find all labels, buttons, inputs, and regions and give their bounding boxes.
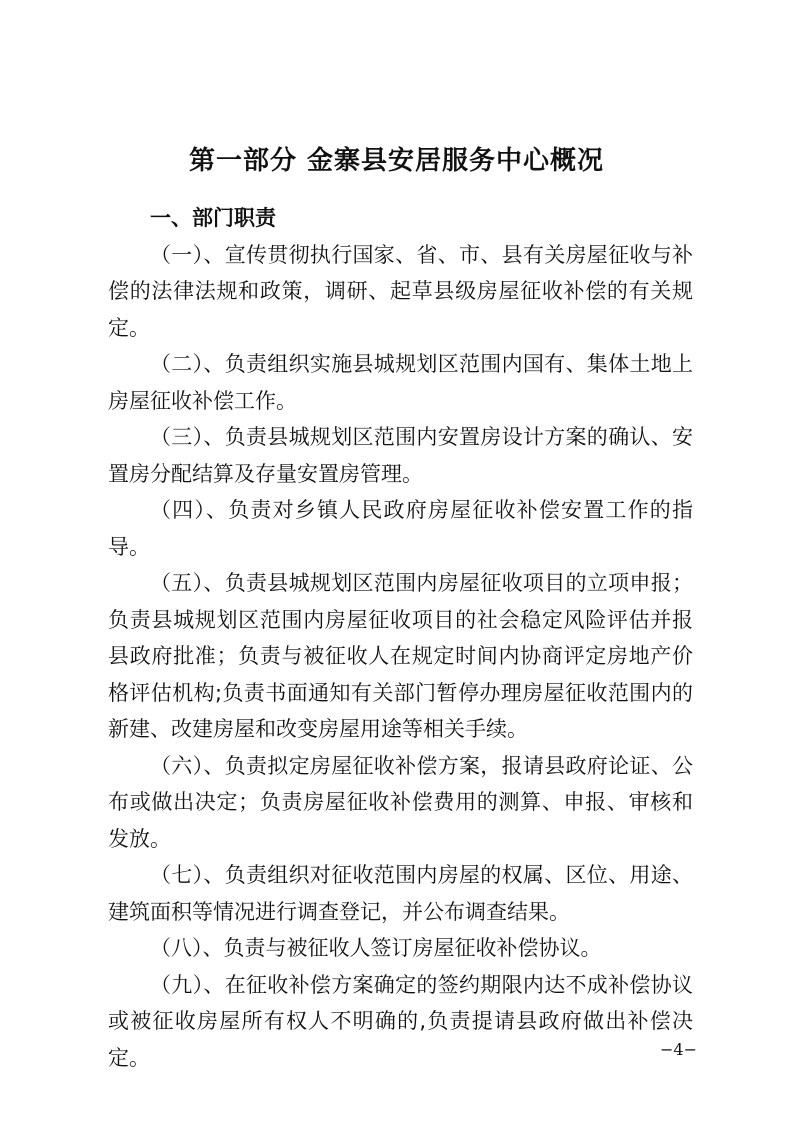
paragraph-6: （六）、负责拟定房屋征收补偿方案，报请县政府论证、公布或做出决定；负责房屋征收补偿费用的测算、申报、审核和发放。	[108, 753, 693, 851]
paragraph-9: （九）、在征收补偿方案确定的签约期限内达不成补偿协议或被征收房屋所有权人不明确的,负责提请县政府做出补偿决定。	[108, 972, 693, 1070]
paragraph-2: （二）、负责组织实施县城规划区范围内国有、集体土地上房屋征收补偿工作。	[108, 352, 693, 413]
paragraph-1: （一）、宣传贯彻执行国家、省、市、县有关房屋征收与补偿的法律法规和政策，调研、起草县级房屋征收补偿的有关规定。	[108, 242, 693, 340]
page-number: −4−	[660, 1040, 697, 1059]
page-title: 第一部分 金寨县安居服务中心概况	[188, 146, 605, 176]
document-body	[108, 200, 693, 1076]
paragraph-8: （八）、负责与被征收人签订房屋征收补偿协议。	[150, 936, 602, 960]
paragraph-7: （七）、负责组织对征收范围内房屋的权属、区位、用途、建筑面积等情况进行调查登记，并公布调查结果。	[108, 863, 693, 924]
paragraph-3: （三）、负责县城规划区范围内安置房设计方案的确认、安置房分配结算及存量安置房管理。	[108, 425, 693, 486]
paragraph-5: （五）、负责县城规划区范围内房屋征收项目的立项申报；负责县城规划区范围内房屋征收项目的社会稳定风险评估并报县政府批准；负责与被征收人在规定时间内协商评定房地产价格评估机构;负责书面通知有关部门暂停办理房屋征收范围内的新建、改建房屋和改变房屋用途等相关手续。	[108, 571, 693, 741]
section-heading: 一、部门职责	[150, 206, 276, 230]
paragraph-4: （四）、负责对乡镇人民政府房屋征收补偿安置工作的指导。	[108, 498, 693, 559]
